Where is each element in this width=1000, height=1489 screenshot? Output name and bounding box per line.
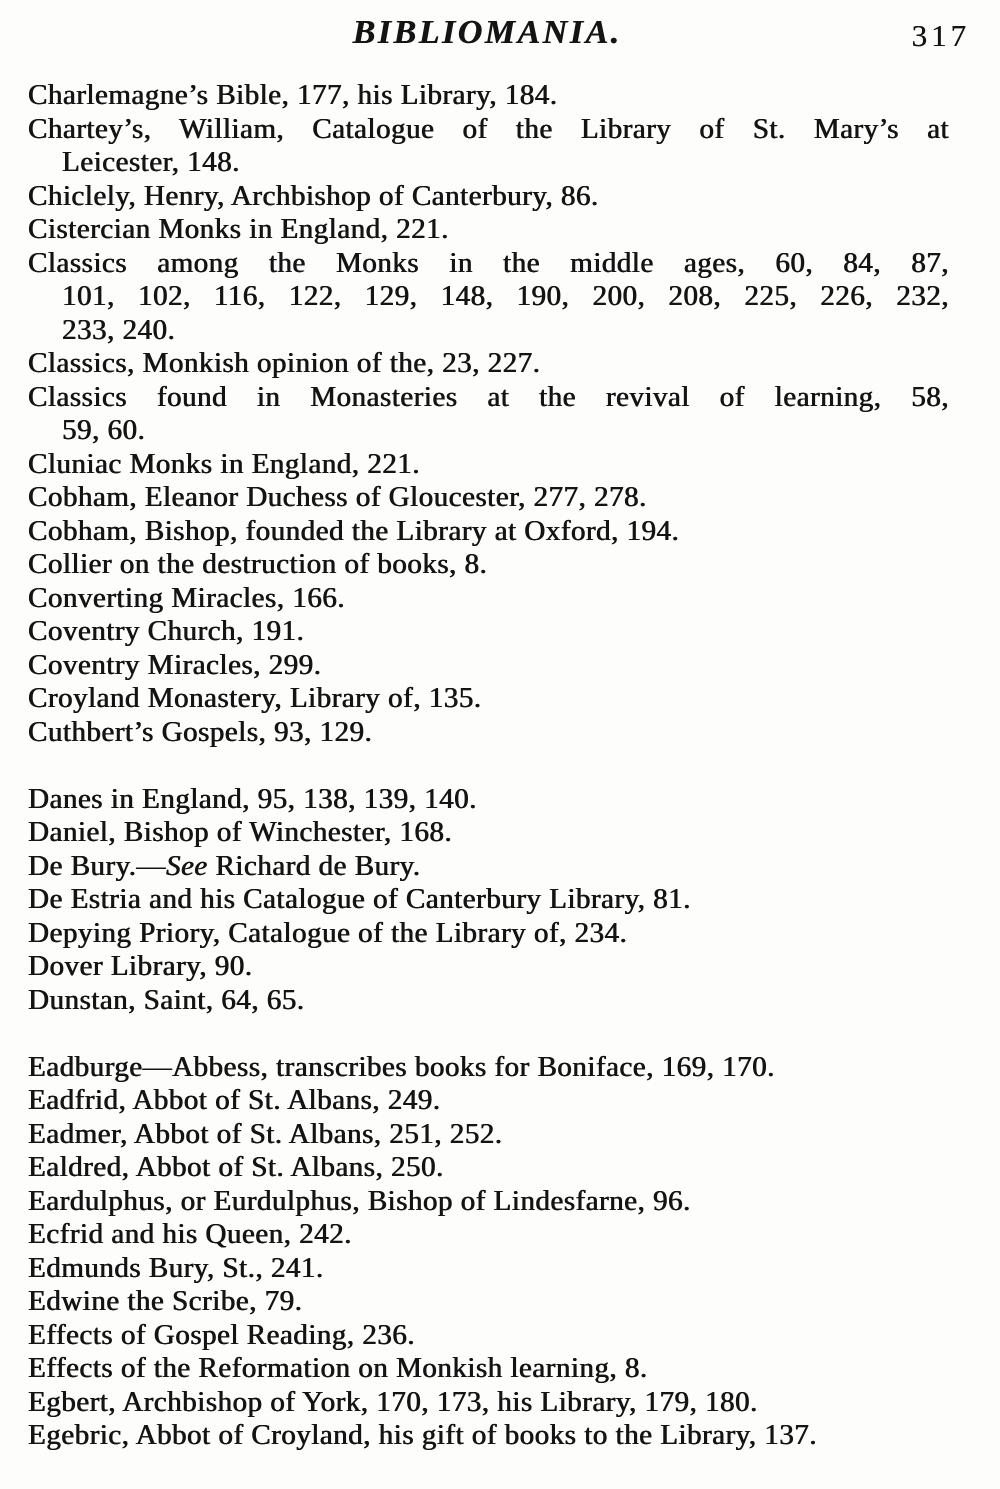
index-entry-line: Eadfrid, Abbot of St. Albans, 249. <box>28 1084 441 1116</box>
index-entry-line: 101, 102, 116, 122, 129, 148, 190, 200, 208, 225, 226, 232, <box>62 280 949 312</box>
index-entry-line: Dover Library, 90. <box>28 950 253 982</box>
index-entry-line: Dunstan, Saint, 64, 65. <box>28 983 305 1016</box>
index-entry-line: Eardulphus, or Eurdulphus, Bishop of Lindesfarne, 96. <box>28 1184 691 1217</box>
index-entry-line: Cistercian Monks in England, 221. <box>28 213 449 245</box>
index-entry-line: Ecfrid and his Queen, 242. <box>28 1218 352 1250</box>
index-entry-text: De Bury.— <box>28 849 166 882</box>
index-entry-line: De Estria and his Catalogue of Canterbury Library, 81. <box>28 883 691 915</box>
index-entry-line: Converting Miracles, 166. <box>28 581 345 614</box>
index-entry-line: Leicester, 148. <box>62 146 240 178</box>
index-entry-line: Croyland Monastery, Library of, 135. <box>28 682 482 714</box>
index-entry-line: Effects of Gospel Reading, 236. <box>28 1318 416 1351</box>
index-entry-line: Effects of the Reformation on Monkish learning, 8. <box>28 1352 648 1384</box>
index-entry-line: Chartey’s, William, Catalogue of the Library of St. Mary’s at <box>28 112 949 145</box>
index-entry-line: Cobham, Bishop, founded the Library at Oxford, 194. <box>28 514 680 547</box>
index-entry-line: Daniel, Bishop of Winchester, 168. <box>28 816 453 848</box>
index-entry-line: 233, 240. <box>62 313 176 346</box>
page-number: 317 <box>911 18 970 53</box>
section-gap <box>28 1017 949 1051</box>
index-entry-line: Classics found in Monasteries at the revival of learning, 58, <box>28 380 949 413</box>
section-gap <box>28 749 949 783</box>
index-entry-line: Collier on the destruction of books, 8. <box>28 548 488 580</box>
index-entry-line: Edmunds Bury, St., 241. <box>28 1251 324 1284</box>
index-entry-line: Eadburge—Abbess, transcribes books for Boniface, 169, 170. <box>28 1050 775 1083</box>
index-entry-line: Classics among the Monks in the middle ages, 60, 84, 87, <box>28 246 949 279</box>
index-entry-line <box>28 850 949 884</box>
page-title: BIBLIOMANIA. <box>352 14 622 51</box>
index-entry-line: Egbert, Archbishop of York, 170, 173, his Library, 179, 180. <box>28 1385 758 1418</box>
index-entry-line: Egebric, Abbot of Croyland, his gift of books to the Library, 137. <box>28 1419 818 1451</box>
index-entry-line: 59, 60. <box>62 414 146 446</box>
index-entry-line: Ealdred, Abbot of St. Albans, 250. <box>28 1151 444 1183</box>
index-entry-line: Cobham, Eleanor Duchess of Gloucester, 277, 278. <box>28 481 647 513</box>
index-entry-line: Cluniac Monks in England, 221. <box>28 447 420 480</box>
page-header <box>0 10 1000 62</box>
index-entry-line: Coventry Church, 191. <box>28 615 305 647</box>
index-entry-line: Cuthbert’s Gospels, 93, 129. <box>28 715 373 748</box>
index-entry-line: Danes in England, 95, 138, 139, 140. <box>28 782 477 815</box>
index-entry-line: Edwine the Scribe, 79. <box>28 1285 303 1317</box>
index-entry-line: Classics, Monkish opinion of the, 23, 227. <box>28 347 541 379</box>
index-entry-line: Eadmer, Abbot of St. Albans, 251, 252. <box>28 1117 503 1150</box>
cross-reference-see: See <box>165 849 208 882</box>
index-entry-text: Richard de Bury. <box>207 849 421 882</box>
index-entry-line: Chiclely, Henry, Archbishop of Canterbury, 86. <box>28 179 599 212</box>
index-entry-line: Charlemagne’s Bible, 177, his Library, 184. <box>28 79 558 111</box>
index-entry-line: Depying Priory, Catalogue of the Library of, 234. <box>28 916 628 949</box>
index-list <box>28 79 949 1453</box>
index-entry-line: Coventry Miracles, 299. <box>28 648 322 681</box>
